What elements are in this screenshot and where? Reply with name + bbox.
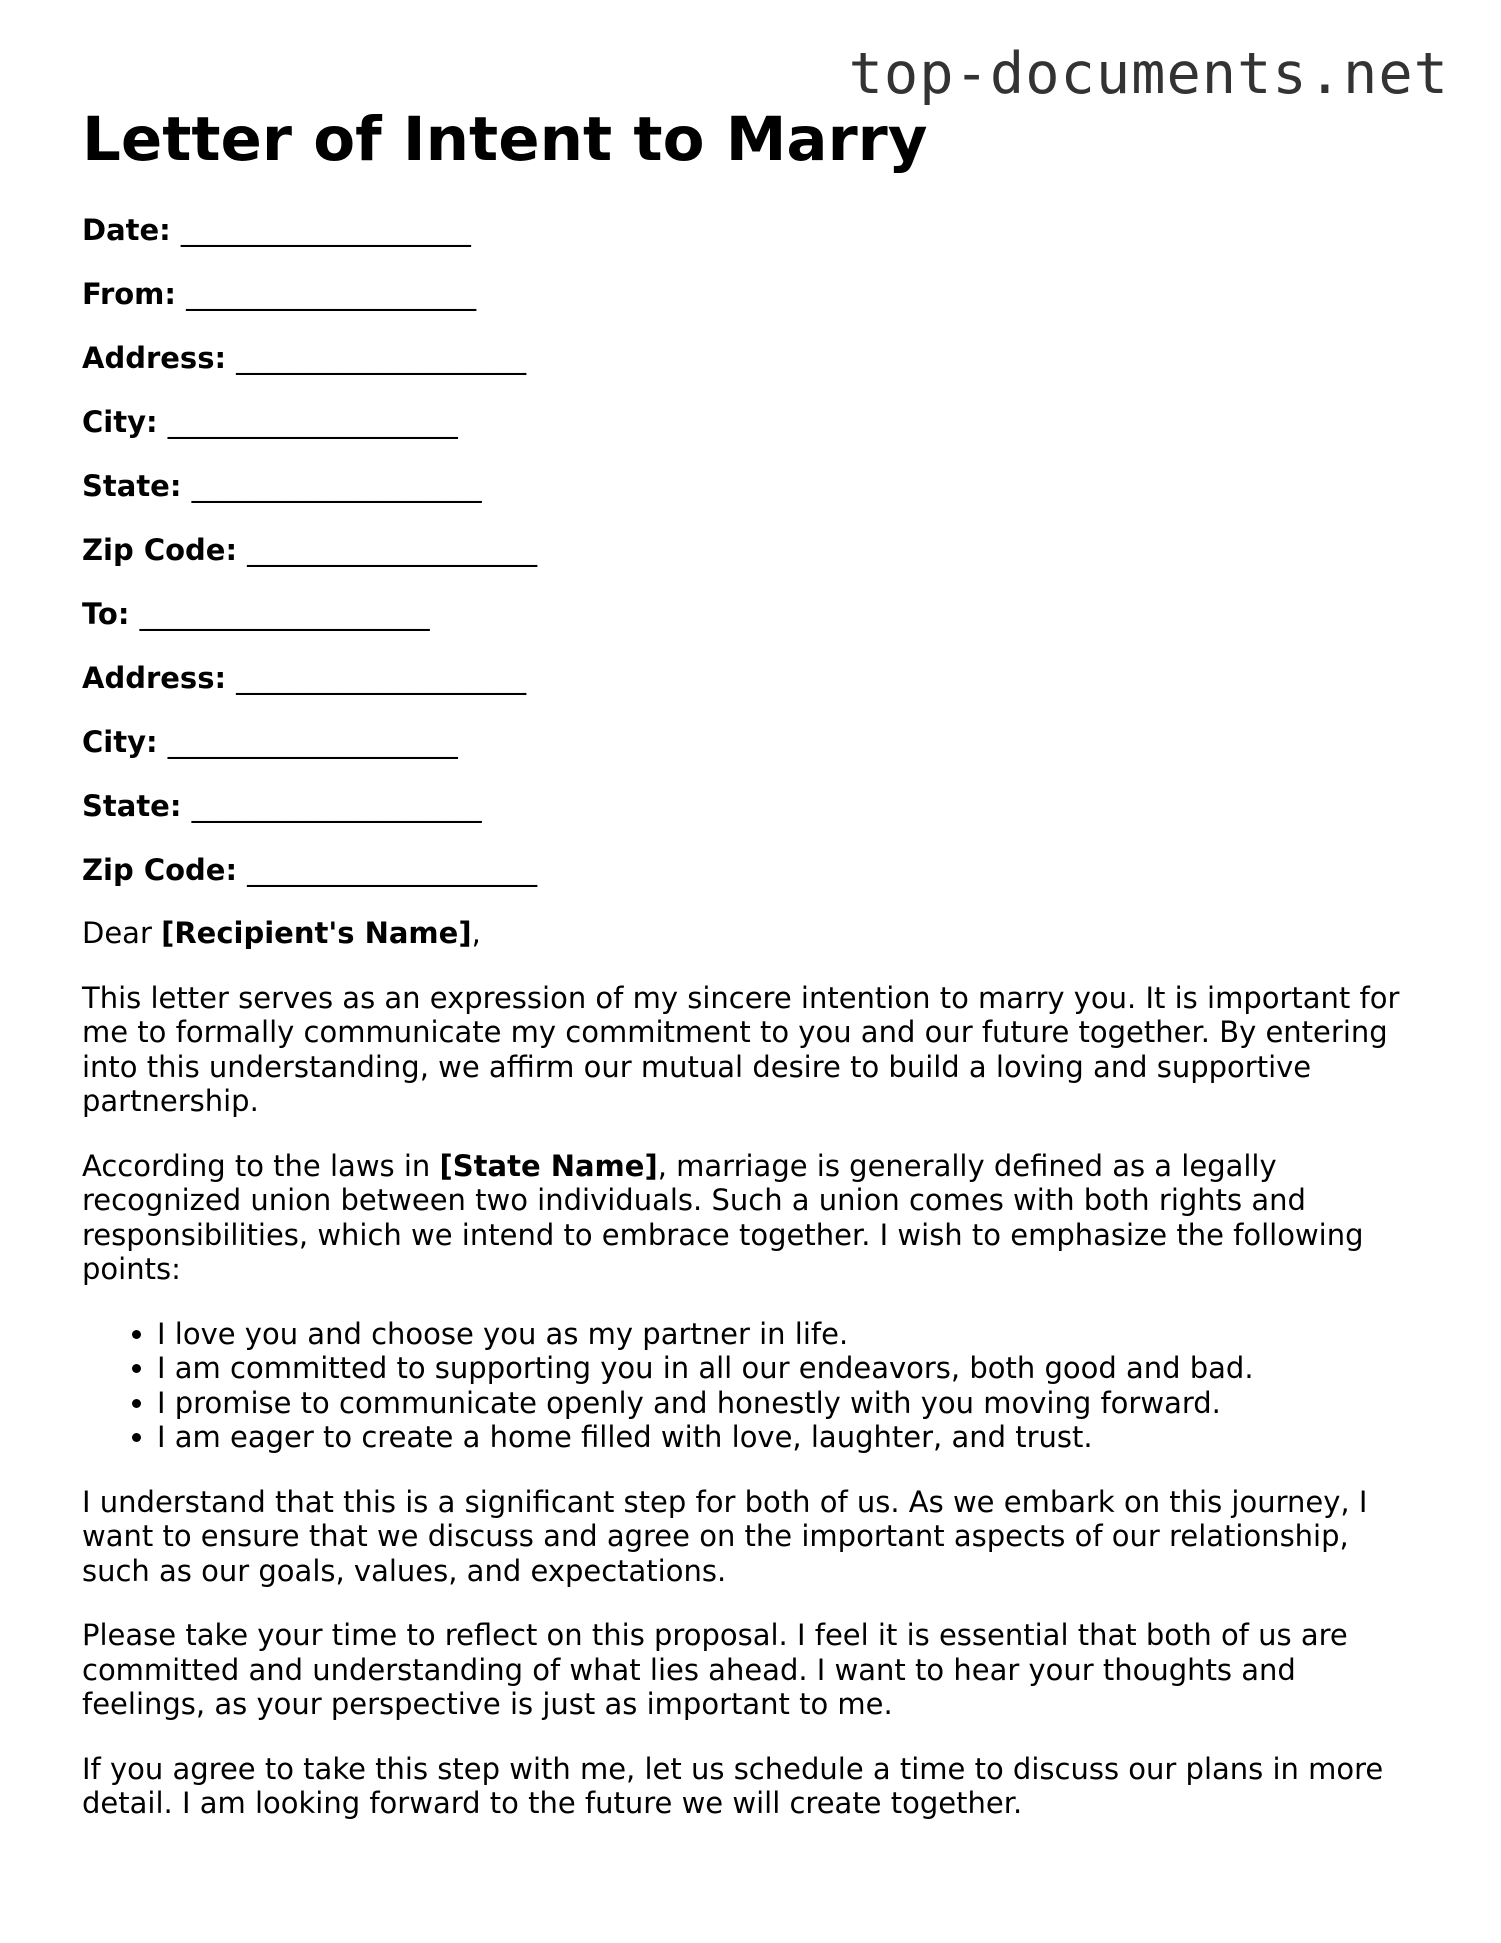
from-address-blank[interactable]: ____________________ [236,341,527,375]
watermark: top-documents.net [848,41,1449,107]
to-state-field [82,788,1422,824]
from-state-label: State: [82,469,182,503]
from-city-blank[interactable]: ____________________ [167,405,458,439]
to-field [82,596,1422,632]
to-address-label: Address: [82,661,227,695]
paragraph-intention: This letter serves as an expression of my sincere intention to marry you. It is important for me to formally communicate my commitment to you and our future together. By entering into this understanding, we affirm our mutual desire to build a loving and supportive partnership. [82,980,1400,1118]
laws-suffix: , marriage is generally defined as a legally recognized union between two individuals. Such a union comes with both rights and responsibilities, which we intend to embrace together. I wish to emphasize the following points: [82,1148,1364,1286]
to-address-blank[interactable]: ____________________ [236,661,527,695]
points-list [82,1317,1422,1455]
list-item: • I promise to communicate openly and honestly with you moving forward. [157,1386,1422,1421]
to-label: To: [82,597,130,631]
from-state-blank[interactable]: ____________________ [191,469,482,503]
from-blank[interactable]: ____________________ [186,277,477,311]
paragraph-reflect: Please take your time to reflect on this proposal. I feel it is essential that both of us are committed and understanding of what lies ahead. I want to hear your thoughts and feelings, as your perspective is just as important to me. [82,1618,1348,1721]
to-city-field [82,724,1422,760]
salutation-prefix: Dear [82,916,162,950]
salutation [82,916,1422,951]
to-city-blank[interactable]: ____________________ [167,725,458,759]
to-state-label: State: [82,789,182,823]
from-label: From: [82,277,176,311]
date-label: Date: [82,213,171,247]
to-zip-blank[interactable]: ____________________ [247,853,538,887]
from-zip-label: Zip Code: [82,533,238,567]
from-field [82,276,1422,312]
state-name-placeholder: [State Name] [439,1148,658,1183]
letter-page [82,104,1422,1851]
from-city-label: City: [82,405,158,439]
page-title: Letter of Intent to Marry [82,104,928,175]
from-state-field [82,468,1422,504]
from-city-field [82,404,1422,440]
to-zip-label: Zip Code: [82,853,238,887]
from-address-field [82,340,1422,376]
to-state-blank[interactable]: ____________________ [191,789,482,823]
from-zip-field [82,532,1422,568]
to-blank[interactable]: ____________________ [139,597,430,631]
paragraph-schedule: If you agree to take this step with me, let us schedule a time to discuss our plans in more detail. I am looking forward to the future we will create together. [82,1751,1384,1820]
date-field [82,212,1422,248]
paragraph-laws [82,1149,1422,1287]
from-address-label: Address: [82,341,227,375]
to-zip-field [82,852,1422,888]
date-blank[interactable]: ____________________ [180,213,471,247]
to-city-label: City: [82,725,158,759]
list-item: • I love you and choose you as my partner in life. [157,1317,1422,1352]
laws-prefix: According to the laws in [82,1148,440,1183]
to-address-field [82,660,1422,696]
salutation-suffix: , [471,916,481,950]
paragraph-understanding: I understand that this is a significant step for both of us. As we embark on this journey, I want to ensure that we discuss and agree on the important aspects of our relationship, such as our goals, values, and expectations. [82,1484,1368,1588]
list-item: • I am eager to create a home filled with love, laughter, and trust. [157,1420,1422,1455]
list-item: • I am committed to supporting you in all our endeavors, both good and bad. [157,1351,1422,1386]
from-zip-blank[interactable]: ____________________ [247,533,538,567]
recipient-name-placeholder: [Recipient's Name] [161,916,472,950]
